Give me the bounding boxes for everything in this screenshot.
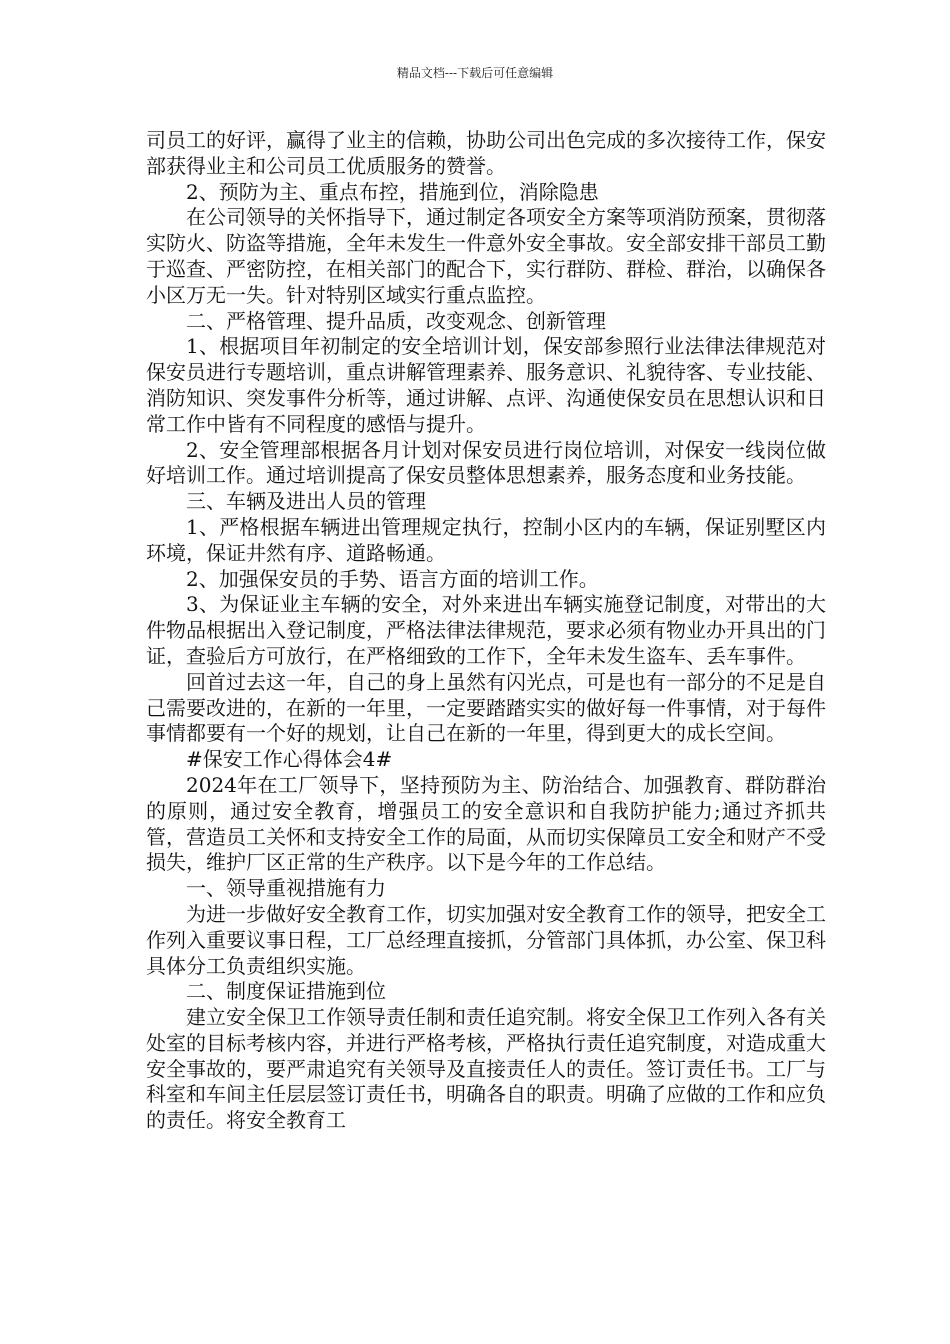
paragraph: 2、安全管理部根据各月计划对保安员进行岗位培训，对保安一线岗位做好培训工作。通过培训提高了保安员整体思想素养，服务态度和业务技能。: [146, 437, 826, 488]
paragraph: 为进一步做好安全教育工作，切实加强对安全教育工作的领导，把安全工作列入重要议事日程，工厂总经理直接抓，分管部门具体抓，办公室、保卫科具体分工负责组织实施。: [146, 901, 826, 978]
paragraph: 在公司领导的关怀指导下，通过制定各项安全方案等项消防预案，贯彻落实防火、防盗等措施，全年未发生一件意外安全事故。安全部安排干部员工勤于巡查、严密防控，在相关部门的配合下，实行群防、群检、群治，以确保各小区万无一失。针对特别区域实行重点监控。: [146, 205, 826, 307]
page-header: 精品文档---下载后可任意编辑: [396, 66, 554, 80]
paragraph: 2024年在工厂领导下，坚持预防为主、防治结合、加强教育、群防群治的原则，通过安全教育，增强员工的安全意识和自我防护能力;通过齐抓共管，营造员工关怀和支持安全工作的局面，从而切实保障员工安全和财产不受损失，维护厂区正常的生产秩序。以下是今年的工作总结。: [146, 772, 826, 875]
paragraph: 二、制度保证措施到位: [186, 979, 386, 1004]
paragraph: 1、根据项目年初制定的安全培训计划，保安部参照行业法律法律规范对保安员进行专题培训，重点讲解管理素养、服务意识、礼貌待客、专业技能、消防知识、突发事件分析等，通过讲解、点评、沟通使保安员在思想认识和日常工作中皆有不同程度的感悟与提升。: [146, 334, 826, 436]
paragraph: 二、严格管理、提升品质，改变观念、创新管理: [186, 308, 606, 333]
paragraph: 3、为保证业主车辆的安全，对外来进出车辆实施登记制度，对带出的大件物品根据出入登记制度，严格法律法律规范，要求必须有物业办开具出的门证，查验后方可放行，在严格细致的工作下，全年未发生盗车、丢车事件。: [146, 592, 826, 668]
paragraph: 司员工的好评，赢得了业主的信赖，协助公司出色完成的多次接待工作，保安部获得业主和公司员工优质服务的赞誉。: [146, 128, 826, 178]
paragraph: 回首过去这一年，自己的身上虽然有闪光点，可是也有一部分的不足是自己需要改进的，在新的一年里，一定要踏踏实实的做好每一件事情，对于每件事情都要有一个好的规划，让自己在新的一年里，得到更大的成长空间。: [146, 669, 826, 746]
paragraph: 三、车辆及进出人员的管理: [186, 489, 426, 514]
paragraph: #保安工作心得体会4#: [186, 747, 393, 772]
paragraph: 一、领导重视措施有力: [186, 876, 386, 901]
paragraph: 2、预防为主、重点布控，措施到位，消除隐患: [186, 179, 599, 204]
document-body: [146, 128, 826, 1134]
paragraph: 建立安全保卫工作领导责任制和责任追究制。将安全保卫工作列入各有关处室的目标考核内容，并进行严格考核，严格执行责任追究制度，对造成重大安全事故的，要严肃追究有关领导及直接责任人的责任。签订责任书。工厂与科室和车间主任层层签订责任书，明确各自的职责。明确了应做的工作和应负的责任。将安全教育工: [146, 1005, 826, 1133]
paragraph: 2、加强保安员的手势、语言方面的培训工作。: [186, 566, 599, 591]
paragraph: 1、严格根据车辆进出管理规定执行，控制小区内的车辆，保证别墅区内环境，保证井然有序、道路畅通。: [146, 514, 826, 565]
